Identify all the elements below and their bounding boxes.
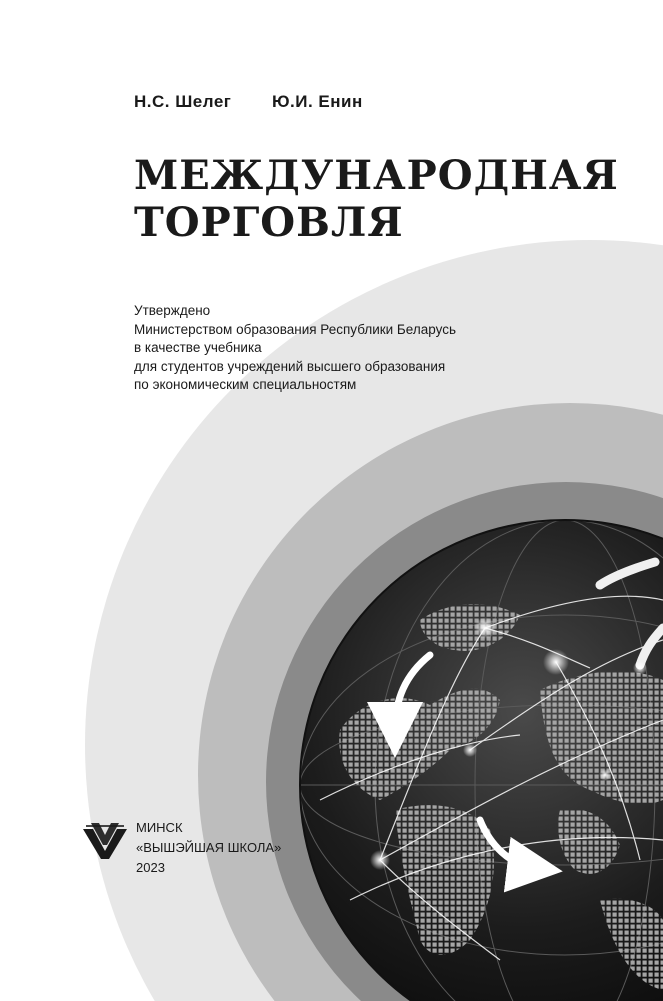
authors xyxy=(134,92,534,116)
author-1: Н.С. Шелег xyxy=(134,92,232,111)
title-line-2: ТОРГОВЛЯ xyxy=(134,199,404,246)
imprint-publisher: «ВЫШЭЙШАЯ ШКОЛА» xyxy=(136,840,282,855)
approval-line-5: по экономическим специальностям xyxy=(134,377,357,392)
approval-line-3: в качестве учебника xyxy=(134,340,262,355)
approval-line-2: Министерством образования Республики Беларусь xyxy=(134,321,456,337)
book-title xyxy=(134,152,619,246)
imprint-city: МИНСК xyxy=(136,820,183,835)
approval-line-4: для студентов учреждений высшего образования xyxy=(134,358,446,374)
author-2: Ю.И. Енин xyxy=(272,92,363,111)
approval-line-1: Утверждено xyxy=(134,303,211,318)
imprint-year: 2023 xyxy=(136,860,165,875)
publisher-logo-icon xyxy=(83,823,127,859)
imprint xyxy=(136,818,336,878)
title-line-1: МЕЖДУНАРОДНАЯ xyxy=(134,152,619,199)
approval-notice xyxy=(134,302,554,395)
